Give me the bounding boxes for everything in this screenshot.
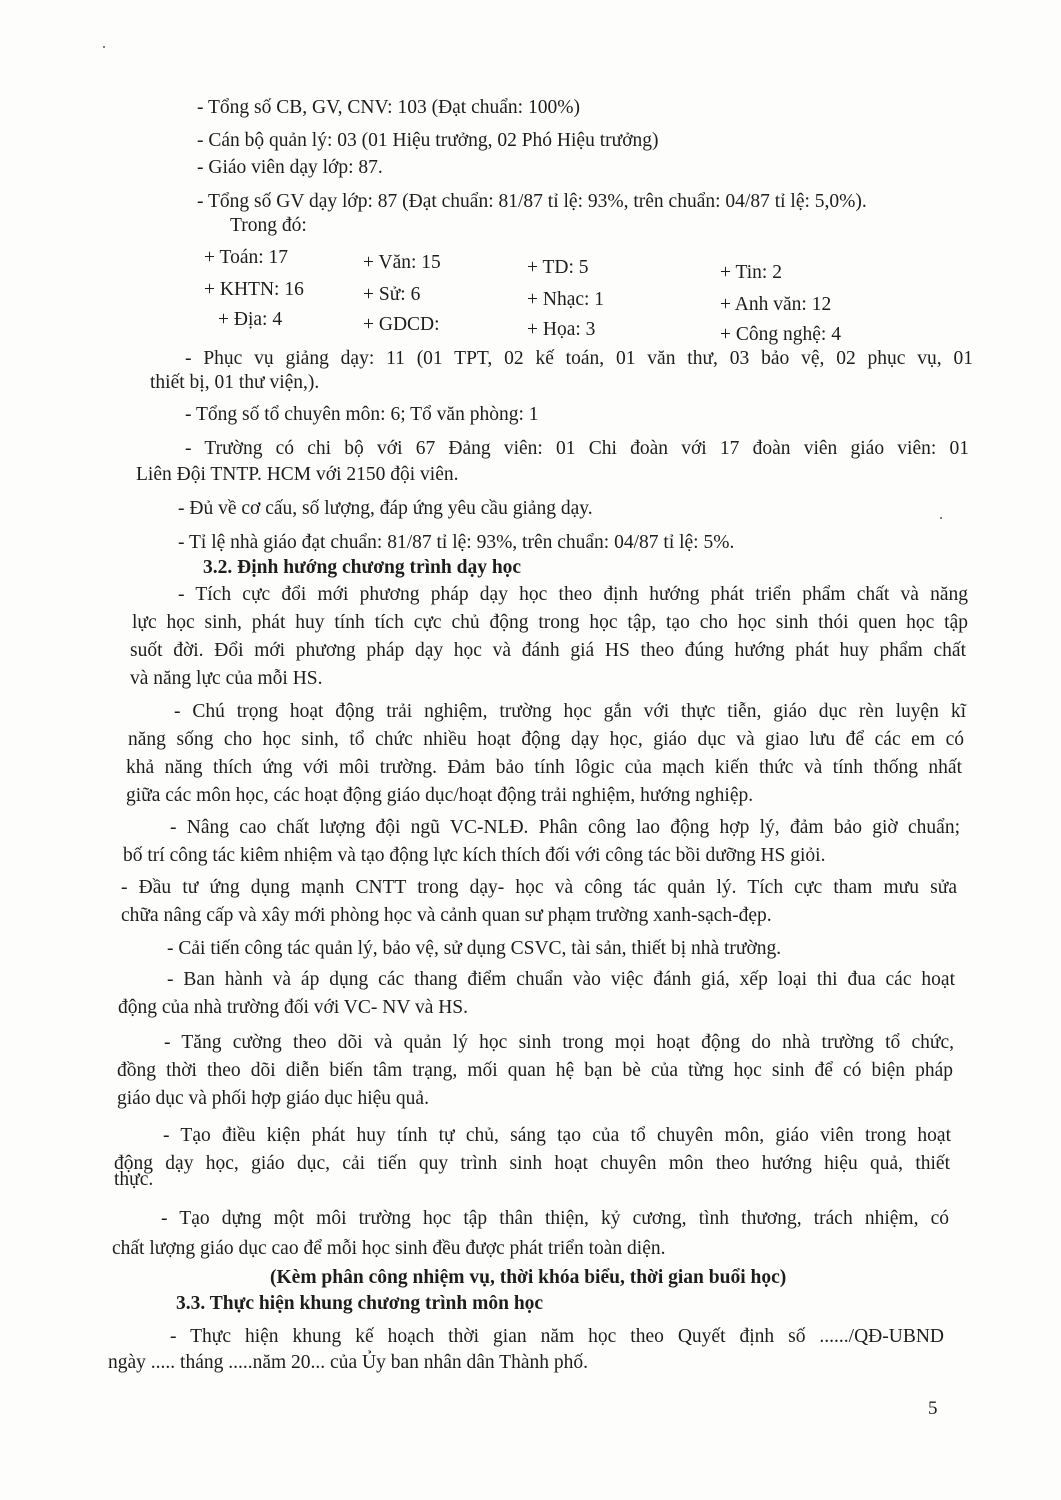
page-number: 5 xyxy=(928,1398,938,1419)
section-heading: 3.2. Định hướng chương trình dạy học xyxy=(203,557,522,578)
subject-cell: + Văn: 15 xyxy=(363,252,441,273)
paragraph-line: năng sống cho học sinh, tổ chức nhiều hoạt động dạy học, giáo dục và giao lưu để các em có xyxy=(128,729,964,750)
paragraph-line: động của nhà trường đối với VC- NV và HS. xyxy=(118,997,469,1018)
paragraph-line: động dạy học, giáo dục, cải tiến quy trình sinh hoạt chuyên môn theo hướng hiệu quả, thiết xyxy=(114,1153,950,1174)
paragraph-line: - Chú trọng hoạt động trải nghiệm, trường học gắn với thực tiễn, giáo dục rèn luyện kĩ xyxy=(174,701,966,722)
staff-in-which: Trong đó: xyxy=(230,215,307,236)
section-heading: 3.3. Thực hiện khung chương trình môn học xyxy=(176,1293,544,1314)
paragraph-line: suốt đời. Đổi mới phương pháp dạy học và đánh giá HS theo đúng hướng phát huy phẩm chất xyxy=(130,640,966,661)
paragraph-line: và năng lực của mỗi HS. xyxy=(130,668,323,689)
staff-sufficient: - Đủ về cơ cấu, số lượng, đáp ứng yêu cầu giảng dạy. xyxy=(178,498,593,519)
staff-departments: - Tổng số tổ chuyên môn: 6; Tổ văn phòng: 1 xyxy=(185,404,539,425)
paragraph-line: bố trí công tác kiêm nhiệm và tạo động lực kích thích đối với công tác bồi dưỡng HS giỏi. xyxy=(123,845,826,866)
paragraph-line: - Đầu tư ứng dụng mạnh CNTT trong dạy- học và công tác quản lý. Tích cực tham mưu sửa xyxy=(121,877,957,898)
subject-cell: + Toán: 17 xyxy=(204,247,289,268)
paragraph-line: ngày ..... tháng .....năm 20... của Ủy ban nhân dân Thành phố. xyxy=(108,1352,588,1373)
paragraph-line: thực. xyxy=(114,1169,154,1190)
paragraph-line: giữa các môn học, các hoạt động giáo dục/hoạt động trải nghiệm, hướng nghiệp. xyxy=(126,785,754,806)
subject-cell: + Công nghệ: 4 xyxy=(720,324,841,345)
subject-cell: + TD: 5 xyxy=(527,257,589,278)
subject-cell: + Họa: 3 xyxy=(527,319,596,340)
subject-cell: + Anh văn: 12 xyxy=(720,294,832,315)
staff-managers: - Cán bộ quản lý: 03 (01 Hiệu trưởng, 02 Phó Hiệu trưởng) xyxy=(197,130,659,151)
paragraph-line: chữa nâng cấp và xây mới phòng học và cảnh quan sư phạm trường xanh-sạch-đẹp. xyxy=(121,905,772,926)
staff-class-teachers: - Giáo viên dạy lớp: 87. xyxy=(197,157,383,178)
paragraph-line: - Tạo dựng một môi trường học tập thân thiện, kỷ cương, tình thương, trách nhiệm, có xyxy=(161,1208,949,1229)
paragraph-line: - Ban hành và áp dụng các thang điểm chuẩn vào việc đánh giá, xếp loại thi đua các hoạt xyxy=(167,969,955,990)
attachment-note: (Kèm phân công nhiệm vụ, thời khóa biểu, thời gian buổi học) xyxy=(270,1267,787,1288)
paragraph-line: lực học sinh, phát huy tính tích cực chủ động trong học tập, tạo cho học sinh thói quen học tập xyxy=(132,612,968,633)
subject-cell: + GDCD: xyxy=(363,314,440,335)
paragraph-line: đồng thời theo dõi diễn biến tâm trạng, mối quan hệ bạn bè của từng học sinh để có biện pháp xyxy=(117,1060,953,1081)
subject-cell: + Tin: 2 xyxy=(720,262,782,283)
paragraph-line: giáo dục và phối hợp giáo dục hiệu quả. xyxy=(117,1088,429,1109)
subject-cell: + Sử: 6 xyxy=(363,284,421,305)
staff-party-line: - Trường có chi bộ với 67 Đảng viên: 01 Chi đoàn với 17 đoàn viên giáo viên: 01 xyxy=(185,438,969,459)
staff-total: - Tổng số CB, GV, CNV: 103 (Đạt chuẩn: 100%) xyxy=(197,97,580,118)
staff-support-line: - Phục vụ giảng dạy: 11 (01 TPT, 02 kế toán, 01 văn thư, 03 bảo vệ, 02 phục vụ, 01 xyxy=(185,348,973,369)
scan-speck xyxy=(940,517,942,519)
paragraph-line: - Cải tiến công tác quản lý, bảo vệ, sử dụng CSVC, tài sản, thiết bị nhà trường. xyxy=(167,938,782,959)
paragraph-line: khả năng thích ứng với môi trường. Đảm bảo tính lôgic của mạch kiến thức và tính thống nhất xyxy=(126,757,962,778)
subject-cell: + Địa: 4 xyxy=(218,309,283,330)
staff-ratio: - Tỉ lệ nhà giáo đạt chuẩn: 81/87 tỉ lệ: 93%, trên chuẩn: 04/87 tỉ lệ: 5%. xyxy=(178,532,735,553)
paragraph-line: chất lượng giáo dục cao để mỗi học sinh đều được phát triển toàn diện. xyxy=(112,1238,666,1259)
staff-teachers-total: - Tổng số GV dạy lớp: 87 (Đạt chuẩn: 81/87 tỉ lệ: 93%, trên chuẩn: 04/87 tỉ lệ: 5,0%). xyxy=(197,191,867,212)
staff-support-line: thiết bị, 01 thư viện,). xyxy=(150,372,320,393)
paragraph-line: - Nâng cao chất lượng đội ngũ VC-NLĐ. Phân công lao động hợp lý, đảm bảo giờ chuẩn; xyxy=(170,817,960,838)
paragraph-line: - Tích cực đổi mới phương pháp dạy học theo định hướng phát triển phẩm chất và năng xyxy=(178,584,968,605)
scan-speck xyxy=(103,46,105,48)
paragraph-line: - Tăng cường theo dõi và quản lý học sinh trong mọi hoạt động do nhà trường tổ chức, xyxy=(164,1032,954,1053)
subject-cell: + KHTN: 16 xyxy=(204,279,304,300)
paragraph-line: - Tạo điều kiện phát huy tính tự chủ, sáng tạo của tổ chuyên môn, giáo viên trong hoạt xyxy=(163,1125,951,1146)
paragraph-line: - Thực hiện khung kế hoạch thời gian năm học theo Quyết định số ....../QĐ-UBND xyxy=(170,1326,944,1347)
staff-party-line: Liên Đội TNTP. HCM với 2150 đội viên. xyxy=(136,464,459,485)
subject-cell: + Nhạc: 1 xyxy=(527,289,605,310)
